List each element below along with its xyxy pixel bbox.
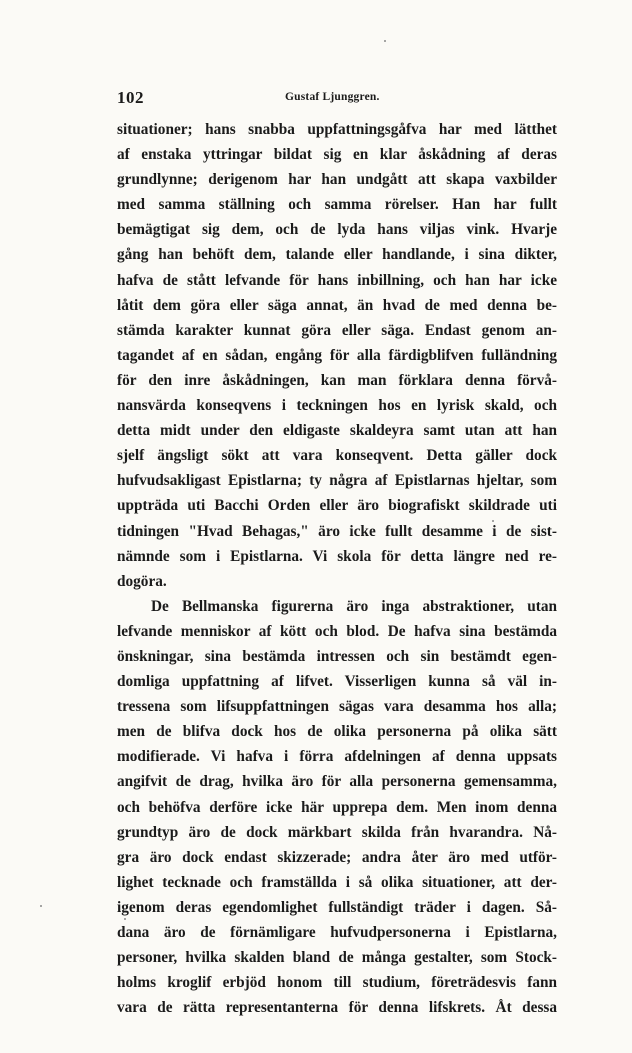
- text-line: sjelf ängsligt sökt att vara konseqvent. Detta gäller dock: [117, 447, 557, 465]
- text-line: uppträda uti Bacchi Orden eller äro biografiskt skildrade uti: [117, 497, 557, 515]
- text-line: lefvande menniskor af kött och blod. De hafva sina bestämda: [117, 622, 557, 640]
- text-line: tressena som lifsuppfattningen sägas vara desamma hos alla;: [117, 698, 557, 716]
- body-text: [117, 117, 557, 1020]
- text-line: men de blifva dock hos de olika personerna på olika sätt: [117, 723, 557, 741]
- text-line: holms kroglif erbjöd honom till studium, företrädesvis fann: [117, 974, 557, 992]
- text-line: låtit dem göra eller säga annat, än hvad de med denna be-: [117, 296, 557, 314]
- text-line: hafva de stått lefvande för hans inbillning, och han har icke: [117, 271, 557, 289]
- text-line: grundlynne; derigenom har han undgått att skapa vaxbilder: [117, 171, 557, 189]
- text-line: och behöfva derföre icke här upprepa dem. Men inom denna: [117, 798, 557, 816]
- text-line: nansvärda konseqvens i teckningen hos en lyrisk skald, och: [117, 397, 557, 415]
- running-title: Gustaf Ljunggren.: [285, 91, 380, 103]
- print-speck: [492, 520, 494, 522]
- text-line: modifierade. Vi hafva i förra afdelningen af denna uppsats: [117, 748, 557, 766]
- text-line: domliga uppfattning af lifvet. Visserligen kunna så väl in-: [117, 673, 557, 691]
- text-line: igenom deras egendomlighet fullständigt träder i dagen. Så-: [117, 898, 557, 916]
- text-line: tidningen "Hvad Behagas," äro icke fullt desamme i de sist-: [117, 522, 557, 540]
- text-line: med samma ställning och samma rörelser. Han har fullt: [117, 196, 557, 214]
- text-line: för den inre åskådningen, kan man förklara denna förvå-: [117, 371, 557, 389]
- text-line: hufvudsakligast Epistlarna; ty några af Epistlarnas hjeltar, som: [117, 472, 557, 490]
- print-speck: [40, 905, 42, 907]
- text-line: nämnde som i Epistlarna. Vi skola för detta längre ned re-: [117, 547, 557, 565]
- text-line: dogöra.: [117, 572, 167, 590]
- text-line: detta midt under den eldigaste skaldeyra samt utan att han: [117, 422, 557, 440]
- text-line: stämda karakter kunnat göra eller säga. Endast genom an-: [117, 321, 557, 339]
- text-line: lighet tecknade och framställda i så olika situationer, att der-: [117, 873, 557, 891]
- print-speck: [384, 40, 386, 42]
- text-line: önskningar, sina bestämda intressen och sin bestämdt egen-: [117, 647, 557, 665]
- text-line: af enstaka yttringar bildat sig en klar åskådning af deras: [117, 146, 557, 164]
- text-line: gång han behöft dem, talande eller handlande, i sina dikter,: [117, 246, 557, 264]
- text-line: De Bellmanska figurerna äro inga abstraktioner, utan: [151, 597, 557, 615]
- text-line: gra äro dock endast skizzerade; andra åter äro med utför-: [117, 848, 557, 866]
- text-line: bemägtigat sig dem, och de lyda hans viljas vink. Hvarje: [117, 221, 557, 239]
- print-speck: [124, 918, 126, 920]
- page-header: [117, 88, 557, 110]
- page-number: 102: [117, 88, 144, 107]
- text-line: vara de rätta representanterna för denna lifskrets. Åt dessa: [117, 999, 557, 1017]
- text-line: angifvit de drag, hvilka äro för alla personerna gemensamma,: [117, 773, 557, 791]
- text-line: grundtyp äro de dock märkbart skilda från hvarandra. Nå-: [117, 823, 557, 841]
- text-line: tagandet af en sådan, engång för alla färdigblifven fulländning: [117, 346, 557, 364]
- text-line: personer, hvilka skalden bland de många gestalter, som Stock-: [117, 949, 557, 967]
- text-line: dana äro de förnämligare hufvudpersonerna i Epistlarna,: [117, 924, 557, 941]
- text-line: situationer; hans snabba uppfattningsgåfva har med lätthet: [117, 121, 557, 138]
